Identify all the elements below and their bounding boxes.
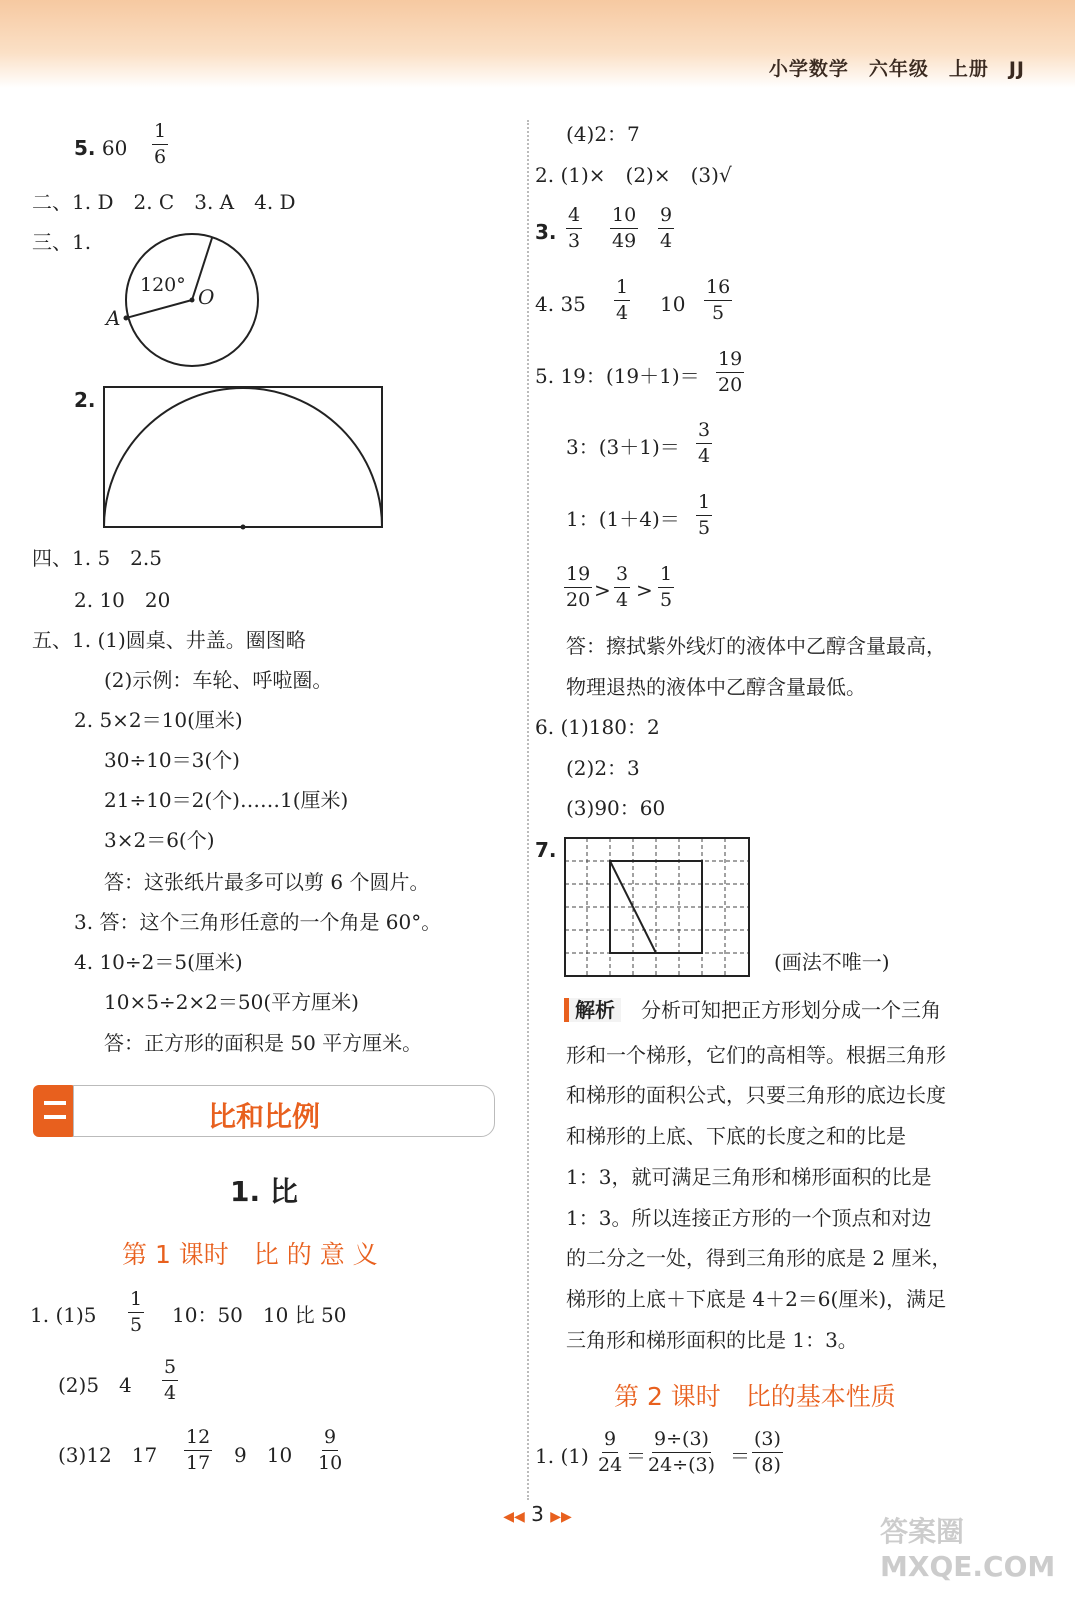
r1-frac-2: $\frac{9\div(3)}{24\div(3)}$	[648, 1428, 716, 1476]
r3-frac-3: $\frac{9}{4}$	[660, 204, 673, 252]
circle-center-label: O	[198, 285, 215, 309]
analysis-line-9: 三角形和梯形面积的比是 1：3。	[566, 1328, 858, 1352]
analysis-line-5: 1：3，就可满足三角形和梯形面积的比是	[566, 1165, 932, 1189]
r5d-frac-2: $\frac{3}{4}$	[616, 563, 629, 611]
r6b: (2)2：3	[566, 756, 640, 780]
grid-figure	[563, 836, 753, 980]
analysis-line-6: 1：3。所以连接正方形的一个顶点和对边	[566, 1206, 932, 1230]
circle-figure	[100, 228, 270, 373]
l1-q1b-frac: $\frac{5}{4}$	[164, 1356, 177, 1404]
r1-frac-3: $\frac{(3)}{(8)}$	[754, 1428, 781, 1476]
san-1-label: 三、1.	[32, 230, 92, 254]
wu-2c: 21÷10＝2(个)……1(厘米)	[104, 788, 349, 812]
wu-1b: (2)示例：车轮、呼啦圈。	[104, 668, 333, 692]
r6c: (3)90：60	[566, 796, 666, 820]
l1-q1b: (2)5 4	[58, 1373, 132, 1397]
l1-q1c-mid: 9 10	[234, 1443, 293, 1467]
page-header	[0, 0, 1075, 88]
r5c-frac: $\frac{1}{5}$	[698, 491, 711, 539]
r7-note: (画法不唯一)	[774, 950, 890, 974]
l1-q1c: (3)12 17	[58, 1443, 158, 1467]
r5a: 5. 19：(19＋1)＝	[535, 364, 700, 388]
r1-label: 1. (1)	[535, 1444, 589, 1468]
q5-line: 5. 60	[74, 136, 128, 160]
r5f: 物理退热的液体中乙醇含量最低。	[566, 675, 866, 699]
chapter-title: 比和比例	[207, 1100, 320, 1133]
wu-2d: 3×2＝6(个)	[104, 828, 215, 852]
wu-2a: 2. 5×2＝10(厘米)	[74, 708, 243, 732]
semicircle-figure	[102, 385, 386, 531]
r5e: 答：擦拭紫外线灯的液体中乙醇含量最高，	[566, 634, 946, 658]
r-4: (4)2：7	[566, 122, 640, 146]
r1-eq-1: ＝	[626, 1444, 646, 1468]
r5d-frac-3: $\frac{1}{5}$	[660, 563, 673, 611]
r4q-mid: 10	[660, 292, 686, 316]
analysis-line-7: 的二分之一处，得到三角形的底是 2 厘米，	[566, 1246, 952, 1270]
wu-4c: 答：正方形的面积是 50 平方厘米。	[104, 1031, 423, 1055]
l1-q1c-frac: $\frac{12}{17}$	[186, 1426, 211, 1474]
r7-label: 7.	[535, 838, 557, 862]
section-title: 1. 比	[230, 1175, 298, 1208]
er-answers: 二、1. D 2. C 3. A 4. D	[32, 190, 296, 214]
analysis-line-1: 解析 分析可知把正方形划分成一个三角	[564, 998, 941, 1022]
si-1: 四、1. 5 2.5	[32, 546, 162, 570]
lesson-1-title: 第 1 课时 比 的 意 义	[122, 1240, 378, 1269]
r4q-frac-2: $\frac{16}{5}$	[706, 276, 731, 324]
page-footer	[430, 1502, 645, 1526]
r-2: 2. (1)× (2)× (3)√	[535, 163, 732, 187]
l1-q1a-rest: 10：50 10 比 50	[172, 1303, 347, 1327]
l1-q1a-frac: $\frac{1}{5}$	[130, 1288, 143, 1336]
lesson-2-title: 第 2 课时 比的基本性质	[614, 1382, 896, 1411]
r3-frac-1: $\frac{4}{3}$	[568, 204, 581, 252]
chapter-banner	[33, 1085, 495, 1137]
r5b: 3：(3＋1)＝	[566, 435, 680, 459]
wu-4a: 4. 10÷2＝5(厘米)	[74, 950, 243, 974]
r6a: 6. (1)180：2	[535, 715, 660, 739]
analysis-line-3: 和梯形的面积公式，只要三角形的底边长度	[566, 1083, 946, 1107]
r-3: 3.	[535, 220, 557, 244]
r5a-frac: $\frac{19}{20}$	[718, 348, 743, 396]
r5d-gt-1: >	[594, 578, 611, 602]
header-title: 小学数学 六年级 上册 JJ	[768, 58, 1025, 80]
prev-arrows-icon: ◀◀	[503, 1509, 525, 1525]
circle-angle-label: 120°	[140, 274, 186, 296]
analysis-line-2: 形和一个梯形，它们的高相等。根据三角形	[566, 1043, 946, 1067]
wu-3: 3. 答：这个三角形任意的一个角是 60°。	[74, 910, 442, 934]
analysis-badge: 解析	[564, 998, 621, 1022]
circle-point-label: A	[106, 306, 121, 330]
watermark: 答案圈 MXQE.COM	[880, 1515, 1056, 1583]
next-arrows-icon: ▶▶	[550, 1509, 572, 1525]
wu-4b: 10×5÷2×2＝50(平方厘米)	[104, 990, 359, 1014]
r4q: 4. 35	[535, 292, 586, 316]
wu-1a: 五、1. (1)圆桌、井盖。圈图略	[32, 628, 306, 652]
l1-q1c-frac2: $\frac{9}{10}$	[318, 1426, 343, 1474]
si-2: 2. 10 20	[74, 588, 171, 612]
san-2-label: 2.	[74, 388, 96, 412]
q5-fraction: $\frac{1}{6}$	[154, 120, 167, 168]
r5d-frac-1: $\frac{19}{20}$	[566, 563, 591, 611]
analysis-line-4: 和梯形的上底、下底的长度之和的比是	[566, 1124, 906, 1148]
r1-frac-1: $\frac{9}{24}$	[598, 1428, 623, 1476]
l1-q1a: 1. (1)5	[30, 1303, 97, 1327]
wu-2b: 30÷10＝3(个)	[104, 748, 240, 772]
analysis-line-8: 梯形的上底＋下底是 4＋2＝6(厘米)，满足	[566, 1287, 947, 1311]
r4q-frac-1: $\frac{1}{4}$	[616, 276, 629, 324]
page-number: 3	[531, 1502, 544, 1526]
column-divider	[527, 120, 529, 1500]
r5d-gt-2: >	[636, 578, 653, 602]
r5b-frac: $\frac{3}{4}$	[698, 419, 711, 467]
r5c: 1：(1＋4)＝	[566, 507, 680, 531]
r3-frac-2: $\frac{10}{49}$	[612, 204, 637, 252]
wu-2e: 答：这张纸片最多可以剪 6 个圆片。	[104, 870, 430, 894]
r1-eq-2: ＝	[730, 1444, 750, 1468]
